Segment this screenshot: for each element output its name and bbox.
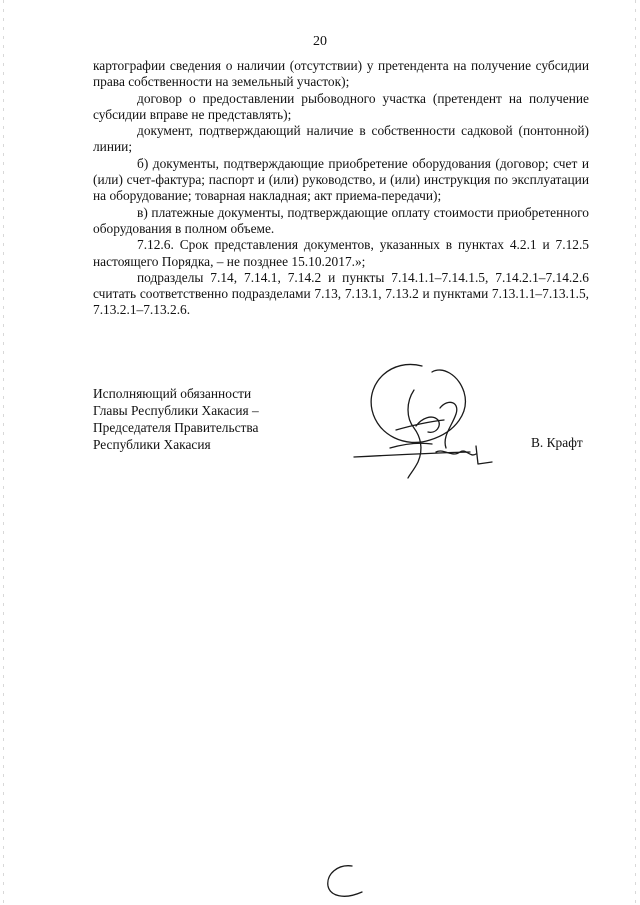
signatory-name: В. Крафт bbox=[531, 435, 583, 450]
paragraph-2: договор о предоставлении рыбоводного участка (претендент на получение субсидии вправе не представлять); bbox=[93, 90, 589, 122]
body-text bbox=[93, 58, 589, 319]
signatory-title-line-1: Исполняющий обязанности bbox=[93, 386, 252, 401]
signatory-title-line-4: Республики Хакасия bbox=[93, 437, 211, 452]
handwritten-initial-mark bbox=[322, 862, 366, 902]
paragraph-1: картографии сведения о наличии (отсутствии) у претендента на получение субсидии права собственности на земельный участок); bbox=[93, 58, 589, 90]
paragraph-4: б) документы, подтверждающие приобретение оборудования (договор; счет и (или) счет-фактура; паспорт и (или) руководство, и (или) инструкция по эксплуатации на оборудование; товарная накладная; акт приема-передачи); bbox=[93, 155, 589, 204]
page-number: 20 bbox=[313, 34, 327, 49]
scan-edge-right bbox=[635, 0, 636, 905]
handwritten-signature bbox=[352, 352, 522, 482]
signatory-title bbox=[93, 385, 259, 453]
paragraph-7: подразделы 7.14, 7.14.1, 7.14.2 и пункты 7.14.1.1–7.14.1.5, 7.14.2.1–7.14.2.6 считать соответственно подразделами 7.13, 7.13.1, 7.13.2 и пунктами 7.13.1.1–7.13.1.5, 7.13.2.1–7.13.2.6. bbox=[93, 269, 589, 318]
signatory-title-line-2: Главы Республики Хакасия – bbox=[93, 403, 259, 418]
signatory-title-line-3: Председателя Правительства bbox=[93, 420, 259, 435]
paragraph-6: 7.12.6. Срок представления документов, указанных в пунктах 4.2.1 и 7.12.5 настоящего Порядка, – не позднее 15.10.2017.»; bbox=[93, 237, 589, 269]
paragraph-3: документ, подтверждающий наличие в собственности садковой (понтонной) линии; bbox=[93, 123, 589, 155]
scan-edge-left bbox=[3, 0, 4, 905]
paragraph-5: в) платежные документы, подтверждающие оплату стоимости приобретенного оборудования в полном объеме. bbox=[93, 204, 589, 236]
